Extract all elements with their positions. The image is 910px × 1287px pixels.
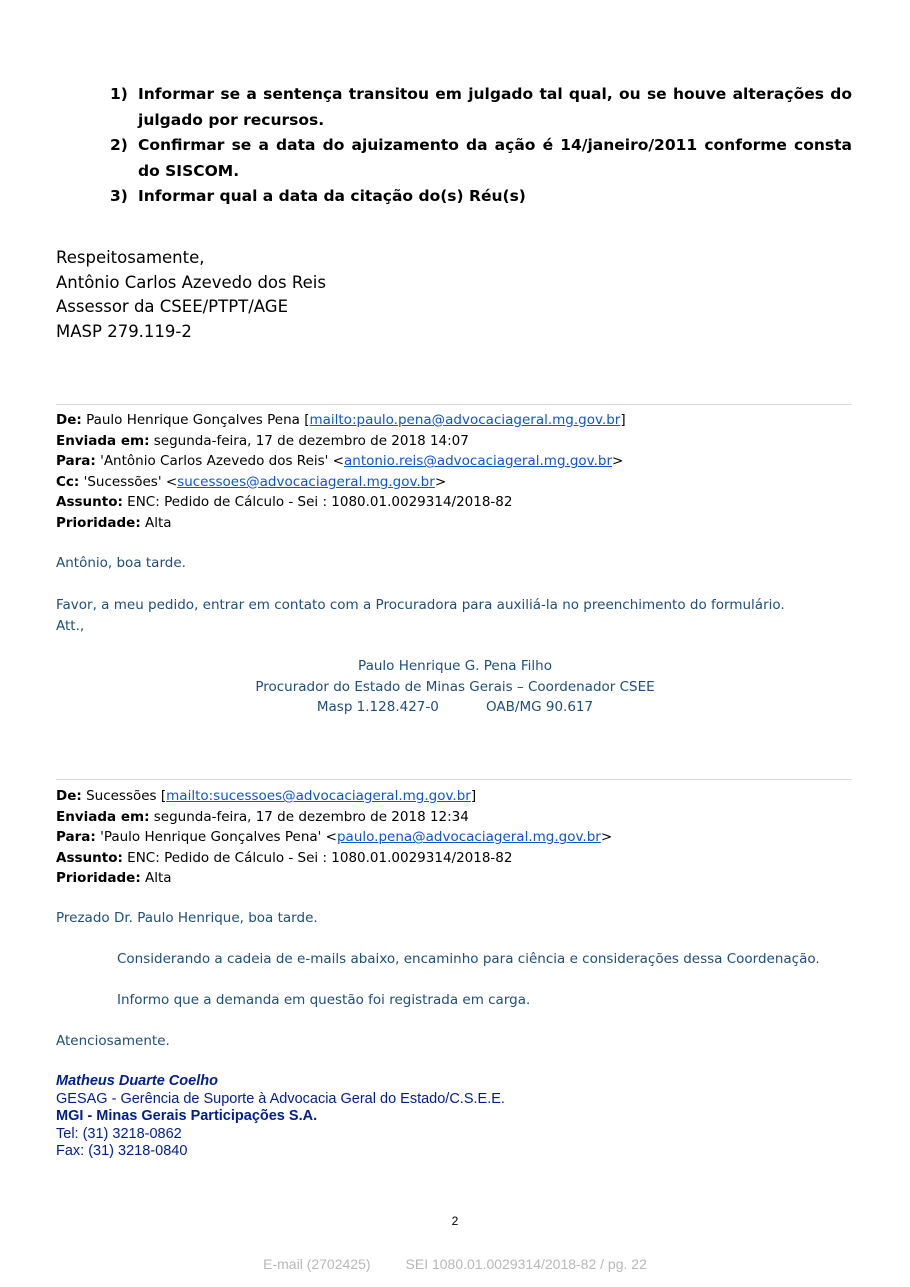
sender-dept: GESAG - Gerência de Suporte à Advocacia Geral do Estado/C.S.E.E.: [56, 1090, 505, 1107]
priority-value: Alta: [145, 514, 172, 531]
page-number: 2: [451, 1214, 459, 1228]
email2-header: [56, 786, 856, 889]
cc-end: >: [434, 473, 447, 490]
signature-name: Antônio Carlos Azevedo dos Reis: [56, 272, 326, 292]
email1-cc: [56, 472, 856, 493]
email1-to: [56, 451, 856, 472]
email2-from: [56, 786, 856, 807]
email2-to: [56, 827, 856, 848]
from-name: Sucessões [: [86, 788, 167, 804]
from-label: De:: [56, 412, 82, 428]
to-name: 'Antônio Carlos Azevedo dos Reis' <: [100, 453, 344, 470]
signature-block: [56, 246, 326, 344]
list-item: [110, 82, 852, 133]
email-divider: [56, 779, 852, 780]
from-label: De:: [56, 788, 82, 804]
signature-role: Assessor da CSEE/PTPT/AGE: [56, 297, 289, 316]
sent-value: segunda-feira, 17 de dezembro de 2018 14:07: [153, 432, 469, 449]
email1-subject: [56, 492, 856, 513]
to-label: Para:: [56, 453, 96, 470]
email1-signature: [0, 656, 910, 718]
footer: E-mail (2702425) SEI 1080.01.0029314/2018-82 / pg. 22: [263, 1256, 647, 1272]
signature-closing: Respeitosamente,: [56, 248, 205, 267]
list-number: 3): [110, 187, 128, 205]
email2-greeting: Prezado Dr. Paulo Henrique, boa tarde.: [56, 910, 318, 926]
list-text: Confirmar se a data do ajuizamento da ação é 14/janeiro/2011 conforme consta do SISCOM.: [138, 136, 852, 180]
email1-sig-ids: Masp 1.128.427-0 OAB/MG 90.617: [316, 699, 594, 716]
to-label: Para:: [56, 829, 96, 846]
sent-label: Enviada em:: [56, 432, 150, 449]
subject-value: ENC: Pedido de Cálculo - Sei : 1080.01.0029314/2018-82: [127, 849, 513, 866]
to-end: >: [612, 453, 624, 470]
list-item: [110, 133, 852, 184]
priority-label: Prioridade:: [56, 514, 141, 531]
to-link[interactable]: paulo.pena@advocaciageral.mg.gov.br: [336, 829, 601, 846]
to-name: 'Paulo Henrique Gonçalves Pena' <: [100, 829, 337, 846]
list-number: 1): [110, 85, 128, 103]
sender-company: MGI - Minas Gerais Participações S.A.: [56, 1108, 318, 1124]
priority-label: Prioridade:: [56, 870, 141, 887]
list-text: Informar qual a data da citação do(s) Réu(s): [138, 187, 526, 205]
email2-subject: [56, 848, 856, 869]
email1-sig-role: Procurador do Estado de Minas Gerais – Coordenador CSEE: [255, 678, 655, 695]
email1-sent: [56, 431, 856, 452]
subject-label: Assunto:: [56, 849, 123, 866]
signature-masp: MASP 279.119-2: [56, 321, 192, 341]
email2-para2: Informo que a demanda em questão foi registrada em carga.: [117, 992, 531, 1008]
sender-signature: [56, 1073, 505, 1161]
cc-link[interactable]: sucessoes@advocaciageral.mg.gov.br: [177, 473, 435, 490]
sender-tel: Tel: (31) 3218-0862: [56, 1125, 182, 1142]
email1-att: Att.,: [56, 618, 85, 634]
email2-priority: [56, 868, 856, 889]
to-end: >: [600, 829, 613, 846]
email1-greeting: Antônio, boa tarde.: [56, 555, 186, 571]
email1-sig-name: Paulo Henrique G. Pena Filho: [358, 658, 552, 674]
email1-priority: [56, 513, 856, 534]
list-item: [110, 184, 852, 210]
subject-value: ENC: Pedido de Cálculo - Sei : 1080.01.0029314/2018-82: [127, 494, 513, 511]
sent-value: segunda-feira, 17 de dezembro de 2018 12:34: [153, 808, 469, 825]
from-name: Paulo Henrique Gonçalves Pena [: [86, 412, 310, 428]
list-number: 2): [110, 136, 128, 154]
subject-label: Assunto:: [56, 494, 123, 511]
list-text: Informar se a sentença transitou em julgado tal qual, ou se houve alterações do julgado por recursos.: [138, 85, 852, 129]
priority-value: Alta: [145, 870, 172, 887]
from-link[interactable]: mailto:sucessoes@advocaciageral.mg.gov.br: [166, 788, 471, 804]
to-link[interactable]: antonio.reis@advocaciageral.mg.gov.br: [343, 453, 612, 470]
email1-header: [56, 410, 856, 534]
request-list: [110, 82, 852, 210]
email1-from: [56, 410, 856, 431]
email1-body: Favor, a meu pedido, entrar em contato com a Procuradora para auxiliá-la no preenchimento do formulário.: [56, 597, 785, 613]
from-link[interactable]: mailto:paulo.pena@advocaciageral.mg.gov.br: [309, 412, 621, 428]
email2-sent: [56, 807, 856, 828]
from-end: ]: [470, 788, 477, 804]
email2-para1: Considerando a cadeia de e-mails abaixo, encaminho para ciência e considerações dessa Coordenação.: [117, 951, 820, 967]
sender-name: Matheus Duarte Coelho: [56, 1073, 218, 1089]
sent-label: Enviada em:: [56, 808, 150, 825]
email2-closing: Atenciosamente.: [56, 1033, 170, 1049]
email-divider: [56, 404, 852, 405]
sender-fax: Fax: (31) 3218-0840: [56, 1143, 188, 1159]
cc-name: 'Sucessões' <: [83, 473, 178, 490]
from-end: ]: [620, 412, 626, 428]
cc-label: Cc:: [56, 473, 80, 490]
